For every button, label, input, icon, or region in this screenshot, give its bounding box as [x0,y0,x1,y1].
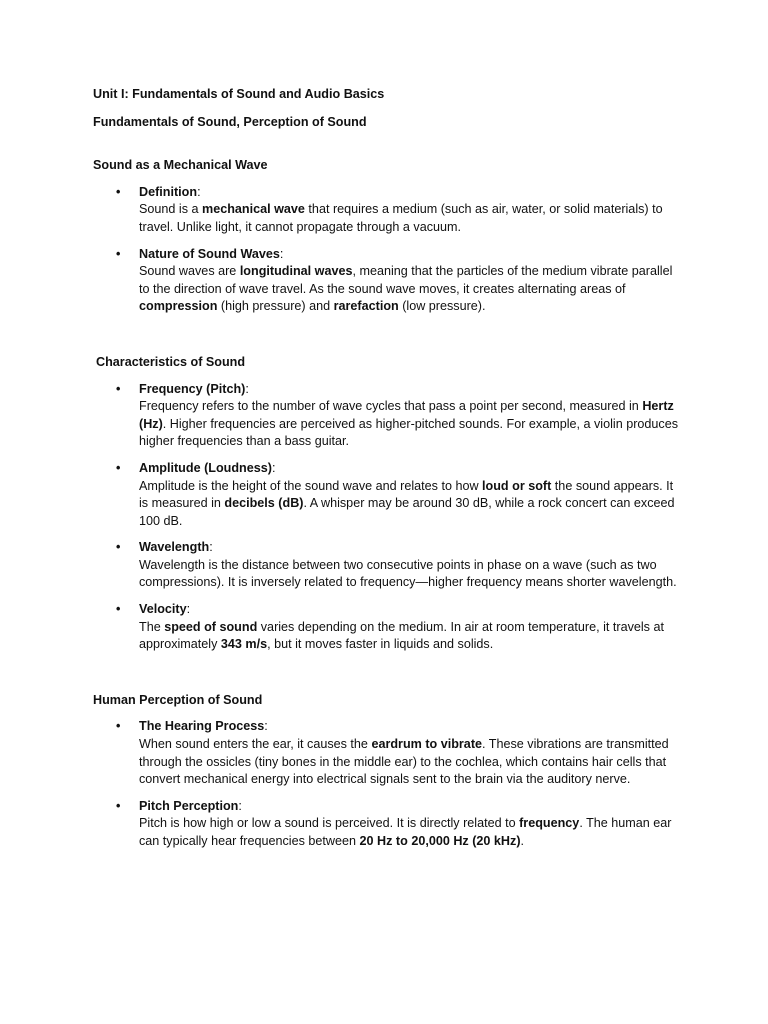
item-term-colon: : [238,798,242,813]
item-body [139,557,683,592]
section-heading-mechanical-wave: Sound as a Mechanical Wave [93,158,268,173]
bullet-glyph: • [116,798,121,813]
section-spacer [93,663,683,692]
list-item [93,539,683,592]
list-item [93,601,683,654]
item-body [139,263,683,316]
item-term-colon: : [186,602,191,617]
section-list-characteristics [93,381,683,654]
item-text: varies depending on the medium. In air at room temperature, it travels at approximately [139,619,664,652]
list-item [93,798,683,851]
item-body [139,815,683,850]
item-term: Velocity [139,602,187,617]
item-text: Wavelength is the distance between two consecutive points in phase on a wave (such as two compressions). It is inversely related to frequency—higher frequency means shorter wavelength. [139,557,677,590]
item-term: Amplitude (Loudness) [139,460,272,475]
item-bold-text: eardrum to vibrate [371,737,483,752]
item-bold-text: loud or soft [482,478,552,493]
item-term: Pitch Perception [139,798,239,813]
item-text: . The human ear can typically hear frequencies between [139,816,672,848]
item-text: the sound appears. It is measured in [139,478,674,511]
bullet-glyph: • [116,184,121,199]
list-item [93,381,683,451]
item-term-colon: : [245,381,249,396]
item-body [139,736,683,789]
bullet-glyph: • [116,719,121,734]
item-bold-text: 20 Hz to 20,000 Hz (20 kHz) [359,834,521,848]
item-text: . A whisper may be around 30 dB, while a rock concert can exceed 100 dB. [139,496,675,528]
list-item [93,246,683,316]
item-body [139,478,683,531]
item-bold-text: decibels (dB) [224,496,304,511]
section-heading-characteristics: Characteristics of Sound [96,354,246,369]
section-list-mechanical-wave [93,184,683,316]
item-text: Amplitude is the height of the sound wave and relates to how [139,478,483,493]
list-item [93,184,683,237]
item-text: When sound enters the ear, it causes the [139,737,372,752]
list-item [93,460,683,530]
item-text: . [520,834,525,848]
item-text: (low pressure). [398,299,486,314]
item-text: . Higher frequencies are perceived as higher-pitched sounds. For example, a violin produces higher frequencies than a bass guitar. [139,416,679,449]
item-text: Sound waves are [139,264,240,279]
item-text: The [139,619,165,634]
item-term-colon: : [271,460,276,475]
item-bold-text: longitudinal waves [239,264,353,279]
bullet-glyph: • [116,460,121,475]
item-text: (high pressure) and [217,299,334,314]
item-term: The Hearing Process [139,719,265,734]
item-bold-text: mechanical wave [202,202,305,217]
section-list-human-perception [93,718,683,850]
item-bold-text: rarefaction [333,299,399,314]
document-content [93,86,683,860]
item-body [139,619,683,654]
item-bold-text: Hertz (Hz) [139,399,674,431]
item-bold-text: speed of sound [164,619,258,634]
item-term: Definition [139,184,198,199]
bullet-glyph: • [116,540,121,555]
item-text: Frequency refers to the number of wave cycles that pass a point per second, measured in [139,399,643,414]
item-term-colon: : [264,719,268,734]
item-text: . These vibrations are transmitted through the ossicles (tiny bones in the middle ear) to the cochlea, which contains hair cells that convert mechanical energy into electrical signals sent to the brain via the auditory nerve. [139,737,669,787]
item-term-colon: : [279,246,284,261]
item-bold-text: frequency [519,816,580,831]
item-text: , meaning that the particles of the medium vibrate parallel to the direction of wave travel. As the sound wave moves, it creates alternating areas of [139,264,673,296]
item-bold-text: compression [139,299,218,314]
list-item [93,718,683,788]
item-term: Nature of Sound Waves [139,246,280,261]
unit-title: Unit I: Fundamentals of Sound and Audio Basics [93,87,385,101]
item-term: Frequency (Pitch) [139,381,246,396]
item-text: Pitch is how high or low a sound is perceived. It is directly related to [139,816,520,831]
item-body [139,201,683,236]
bullet-glyph: • [116,602,121,617]
item-bold-text: 343 m/s [220,637,268,652]
section-heading-human-perception: Human Perception of Sound [93,692,263,707]
item-term-colon: : [209,540,213,555]
document-subtitle: Fundamentals of Sound, Perception of Sound [93,114,367,129]
section-spacer [93,325,683,354]
item-text: that requires a medium (such as air, water, or solid materials) to travel. Unlike light, it cannot propagate through a vacuum. [139,202,663,234]
bullet-glyph: • [116,381,121,396]
bullet-glyph: • [116,246,121,261]
item-text: , but it moves faster in liquids and solids. [267,637,494,652]
item-term: Wavelength [139,540,210,555]
item-body [139,398,683,451]
item-term-colon: : [197,184,201,199]
item-text: Sound is a [139,202,203,217]
